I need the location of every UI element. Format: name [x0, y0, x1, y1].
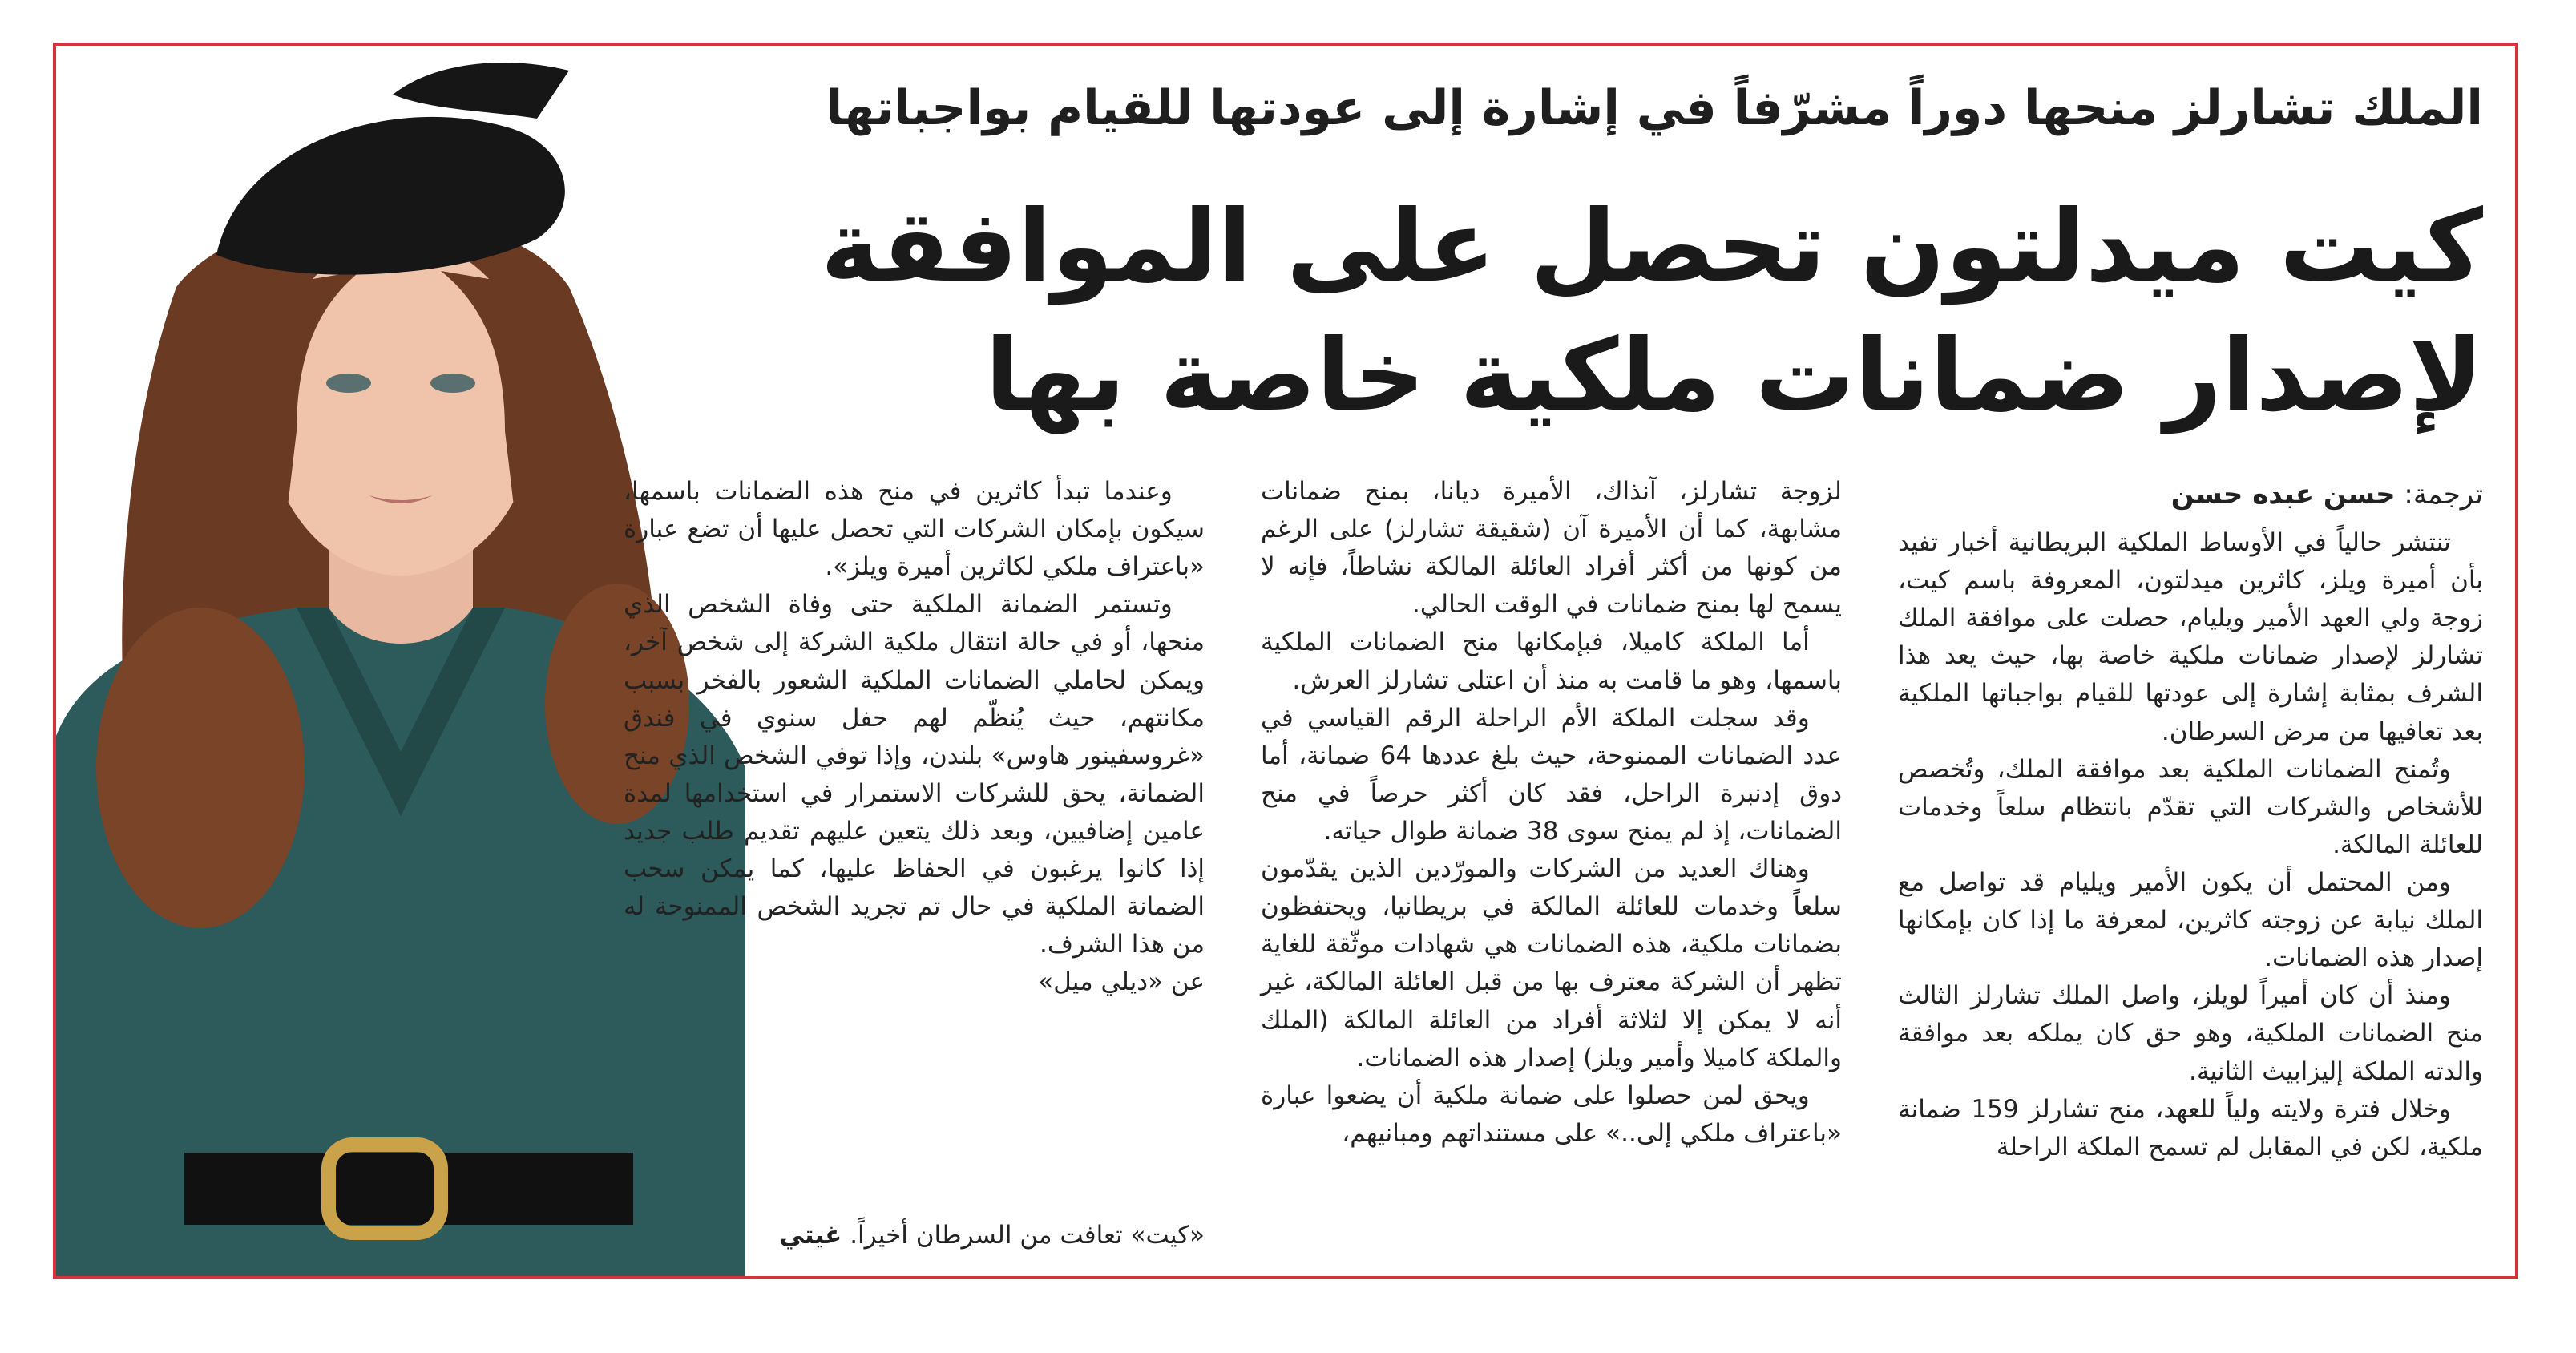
article-column-1 [1898, 524, 2483, 1166]
paragraph: وتُمنح الضمانات الملكية بعد موافقة الملك، وتُخصص للأشخاص والشركات التي تقدّم بانتظام سلعاً وخدمات للعائلة المالكة. [1898, 754, 2483, 859]
paragraph: أما الملكة كاميلا، فبإمكانها منح الضمانات الملكية باسمها، وهو ما قامت به منذ أن اعتلى تشارلز العرش. [1261, 628, 1842, 695]
paragraph: وتستمر الضمانة الملكية حتى وفاة الشخص الذي منحها، أو في حالة انتقال ملكية الشركة إلى شخص آخر، ويمكن لحاملي الضمانات الملكية الشعور بالفخر بسبب مكانتهم، حيث يُنظّم لهم حفل سنوي في فندق «غروسفينور هاوس» بلندن، وإذا توفي الشخص الذي منح الضمانة، يحق للشركات الاستمرار في استخدامها لمدة عامين إضافيين، وبعد ذلك يتعين عليهم تقديم طلب جديد إذا كانوا يرغبون في الحفاظ عليها، كما يمكن سحب الضمانة الملكية في حال تم تجريد الشخص الممنوحة له من هذا الشرف. [624, 590, 1205, 959]
headline-line-1: كيت ميدلتون تحصل على الموافقة [820, 189, 2483, 305]
paragraph: وهناك العديد من الشركات والمورّدين الذين يقدّمون سلعاً وخدمات للعائلة المالكة في بريطانيا، ويحتفظون بضمانات ملكية، هذه الضمانات هي شهادات موثّقة للغاية تظهر أن الشركة معترف بها من قبل العائلة المالكة، غير أنه لا يمكن إلا لثلاثة أفراد من العائلة المالكة (الملك والملكة كاميلا وأمير ويلز) إصدار هذه الضمانات. [1261, 854, 1842, 1072]
paragraph: وعندما تبدأ كاثرين في منح هذه الضمانات باسمها، سيكون بإمكان الشركات التي تحصل عليها أن تضع عبارة «باعتراف ملكي لكاثرين أميرة ويلز». [624, 477, 1205, 582]
byline [1906, 476, 2483, 515]
byline-label: ترجمة: [2404, 479, 2483, 511]
caption-text: «كيت» تعافت من السرطان أخيراً. [850, 1221, 1205, 1250]
photo-credit: غيتي [779, 1221, 842, 1250]
article-kicker: الملك تشارلز منحها دوراً مشرّفاً في إشارة إلى عودتها للقيام بواجباتها [826, 80, 2483, 136]
paragraph: تنتشر حالياً في الأوساط الملكية البريطانية أخبار تفيد بأن أميرة ويلز، كاثرين ميدلتون، المعروفة باسم كيت، زوجة ولي العهد الأمير ويليام، حصلت على موافقة الملك تشارلز لإصدار ضمانات ملكية خاصة بها، حيث يعد هذا الشرف بمثابة إشارة إلى عودتها للقيام بواجباتها الملكية بعد تعافيها من مرض السرطان. [1898, 528, 2483, 746]
article-column-2 [1261, 473, 1842, 1153]
source-line: عن «ديلي ميل» [1038, 967, 1205, 997]
paragraph: لزوجة تشارلز، آنذاك، الأميرة ديانا، بمنح ضمانات مشابهة، كما أن الأميرة آن (شقيقة تشارلز) على الرغم من كونها من أكثر أفراد العائلة المالكة نشاطاً، فإنه لا يسمح لها بمنح ضمانات في الوقت الحالي. [1261, 477, 1842, 620]
photo-caption [624, 1218, 1205, 1253]
paragraph: ومنذ أن كان أميراً لويلز، واصل الملك تشارلز الثالث منح الضمانات الملكية، وهو حق كان يملكه بعد موافقة والدته الملكة إليزابيث الثانية. [1898, 981, 2483, 1086]
paragraph: وخلال فترة ولايته ولياً للعهد، منح تشارلز 159 ضمانة ملكية، لكن في المقابل لم تسمح الملكة الراحلة [1898, 1094, 2483, 1161]
article-frame [53, 43, 2518, 1279]
paragraph: ومن المحتمل أن يكون الأمير ويليام قد تواصل مع الملك نيابة عن زوجته كاثرين، لمعرفة ما إذا كان بإمكانها إصدار هذه الضمانات. [1898, 867, 2483, 973]
article-headline [736, 183, 2483, 441]
paragraph: وقد سجلت الملكة الأم الراحلة الرقم القياسي في عدد الضمانات الممنوحة، حيث بلغ عددها 64 ضمانة، أما دوق إدنبرة الراحل، فقد كان أكثر حرصاً في منح الضمانات، إذ لم يمنح سوى 38 ضمانة طوال حياته. [1261, 703, 1842, 846]
headline-line-2: لإصدار ضمانات ملكية خاصة بها [985, 318, 2483, 434]
paragraph: ويحق لمن حصلوا على ضمانة ملكية أن يضعوا عبارة «باعتراف ملكي إلى..» على مستنداتهم ومبانيهم، [1261, 1080, 1842, 1148]
byline-author: حسن عبده حسن [2170, 479, 2396, 511]
article-column-3 [624, 473, 1205, 1002]
